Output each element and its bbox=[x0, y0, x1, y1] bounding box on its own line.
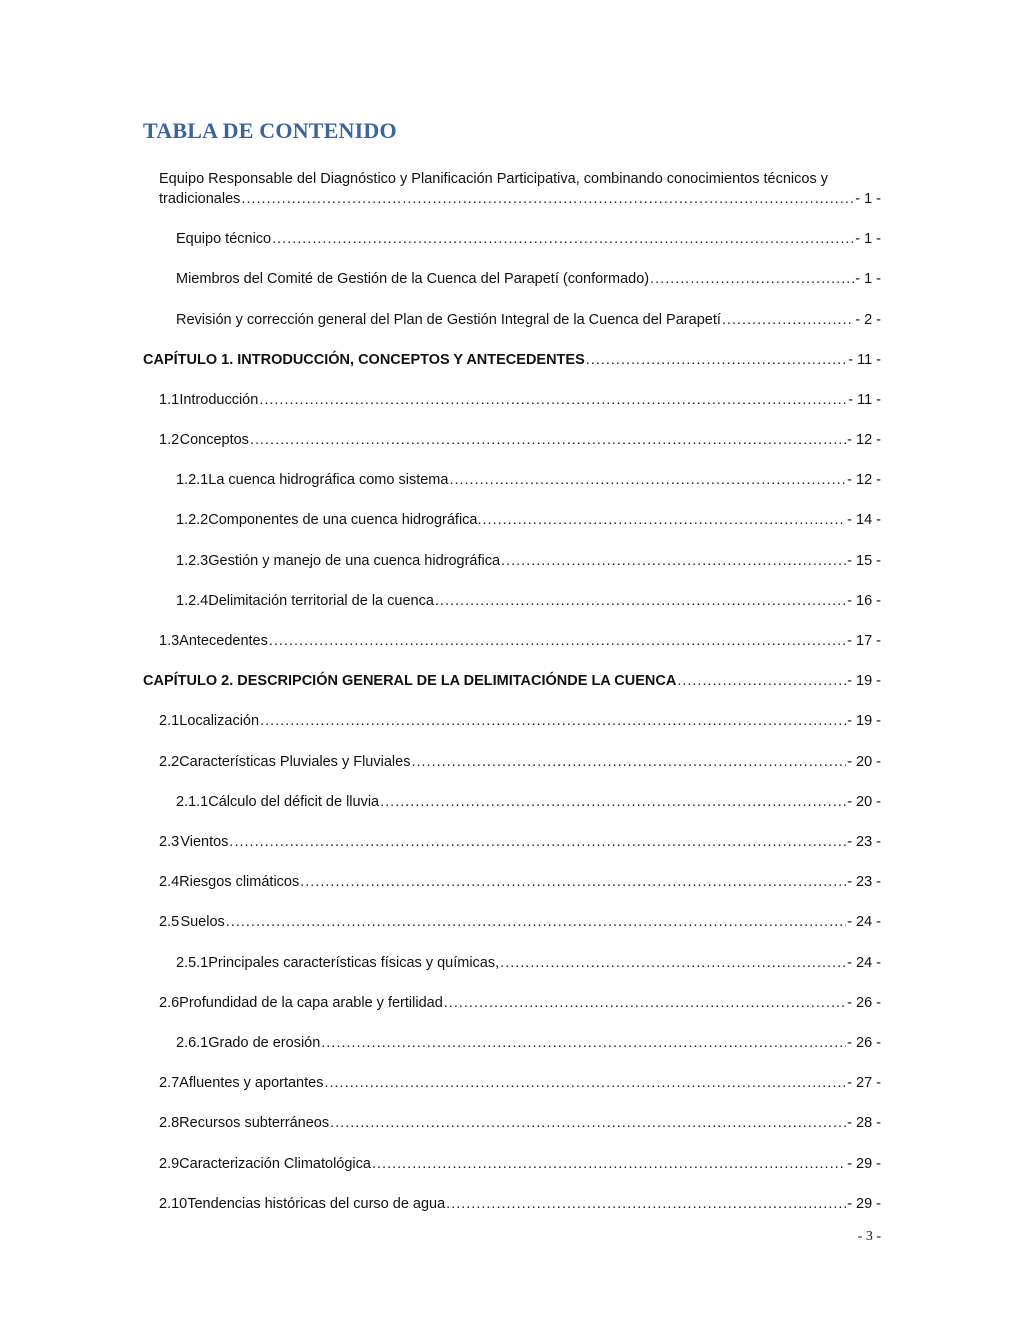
toc-entry[interactable] bbox=[159, 1115, 881, 1135]
toc-entry[interactable] bbox=[159, 754, 881, 774]
toc-entry-number: 2.10 bbox=[159, 1196, 188, 1212]
toc-entry-number: 1.3 bbox=[159, 633, 180, 649]
toc-entry-label: Principales características físicas y químicas, bbox=[208, 955, 500, 971]
toc-entry-page: - 20 - bbox=[847, 794, 881, 810]
toc-entry-number: 2.8 bbox=[159, 1115, 180, 1131]
toc-entry-label: Características Pluviales y Fluviales bbox=[179, 754, 411, 770]
toc-entry-label: La cuenca hidrográfica como sistema bbox=[208, 472, 449, 488]
toc-entry[interactable] bbox=[176, 1035, 881, 1055]
toc-entry-page: - 12 - bbox=[847, 472, 881, 488]
leader-dots bbox=[650, 271, 854, 287]
toc-entry-label: Vientos bbox=[180, 834, 229, 850]
toc-entry-page: - 1 - bbox=[855, 271, 881, 287]
leader-dots bbox=[250, 432, 846, 448]
toc-entry[interactable] bbox=[159, 874, 881, 894]
leader-dots bbox=[321, 1035, 846, 1051]
toc-entry-number: 1.1 bbox=[159, 392, 180, 408]
toc-entry-page: - 19 - bbox=[847, 673, 881, 689]
toc-entry-page: - 1 - bbox=[855, 191, 881, 207]
toc-entry-number: 2.9 bbox=[159, 1156, 180, 1172]
toc-entry-page: - 11 - bbox=[848, 392, 881, 408]
toc-entry[interactable] bbox=[159, 191, 881, 211]
toc-entry[interactable] bbox=[159, 432, 881, 452]
toc-chapter-label: CAPÍTULO 2. DESCRIPCIÓN GENERAL DE LA DELIMITACIÓNDE LA CUENCA bbox=[143, 673, 677, 689]
toc-entry[interactable] bbox=[159, 914, 881, 934]
leader-dots bbox=[241, 191, 854, 207]
toc-entry[interactable] bbox=[176, 794, 881, 814]
leader-dots bbox=[272, 231, 854, 247]
toc-entry[interactable] bbox=[176, 312, 881, 332]
leader-dots bbox=[446, 1196, 846, 1212]
toc-entry[interactable] bbox=[159, 1156, 881, 1176]
toc-chapter-label: CAPÍTULO 1. INTRODUCCIÓN, CONCEPTOS Y ANTECEDENTES bbox=[143, 352, 585, 368]
toc-entry-page: - 19 - bbox=[847, 713, 881, 729]
toc-entry-label: Caracterización Climatológica bbox=[179, 1156, 371, 1172]
toc-entry-number: 2.6.1 bbox=[176, 1035, 209, 1051]
toc-entry-number: 1.2.1 bbox=[176, 472, 209, 488]
leader-dots bbox=[269, 633, 846, 649]
toc-entry-label: Localización bbox=[179, 713, 260, 729]
toc-entry-number: 1.2 bbox=[159, 432, 180, 448]
toc-entry-page: - 24 - bbox=[847, 914, 881, 930]
toc-entry-number: 2.5 bbox=[159, 914, 180, 930]
leader-dots bbox=[411, 754, 846, 770]
toc-entry-number: 2.6 bbox=[159, 995, 180, 1011]
leader-dots bbox=[449, 472, 846, 488]
leader-dots bbox=[324, 1075, 846, 1091]
page-title: TABLA DE CONTENIDO bbox=[143, 118, 397, 143]
toc-entry[interactable] bbox=[176, 231, 881, 251]
toc-entry-label: Afluentes y aportantes bbox=[179, 1075, 324, 1091]
toc-entry-label: Grado de erosión bbox=[208, 1035, 321, 1051]
page-number-footer: - 3 - bbox=[857, 1229, 881, 1244]
toc-entry-page: - 17 - bbox=[847, 633, 881, 649]
toc-entry-page: - 23 - bbox=[847, 874, 881, 890]
toc-entry-label: Conceptos bbox=[179, 432, 249, 448]
toc-entry-page: - 16 - bbox=[847, 593, 881, 609]
toc-entry-label: Recursos subterráneos bbox=[179, 1115, 330, 1131]
toc-entry-page: - 11 - bbox=[848, 352, 881, 368]
leader-dots bbox=[226, 914, 846, 930]
toc-entry-page: - 12 - bbox=[847, 432, 881, 448]
toc-entry-label: tradicionales bbox=[159, 191, 241, 207]
toc-entry-label: Gestión y manejo de una cuenca hidrográfica bbox=[208, 553, 501, 569]
toc-entry-label: Delimitación territorial de la cuenca bbox=[208, 593, 434, 609]
toc-entry[interactable] bbox=[176, 472, 881, 492]
toc-entry-wrap-line: Equipo Responsable del Diagnóstico y Planificación Participativa, combinando conocimientos técnicos y bbox=[159, 171, 828, 187]
toc-entry-page: - 2 - bbox=[855, 312, 881, 328]
toc-entry-page: - 20 - bbox=[847, 754, 881, 770]
toc-entry-number: 2.1.1 bbox=[176, 794, 209, 810]
toc-entry-label: Riesgos climáticos bbox=[179, 874, 300, 890]
toc-entry-label: Revisión y corrección general del Plan de Gestión Integral de la Cuenca del Parapetí bbox=[176, 312, 721, 328]
toc-entry-label: Tendencias históricas del curso de agua bbox=[187, 1196, 446, 1212]
toc-entry-label: Introducción bbox=[179, 392, 259, 408]
leader-dots bbox=[300, 874, 846, 890]
toc-entry-number: 2.7 bbox=[159, 1075, 180, 1091]
toc-entry-number: 2.5.1 bbox=[176, 955, 209, 971]
toc-entry-label: Suelos bbox=[180, 914, 225, 930]
leader-dots bbox=[259, 392, 847, 408]
toc-entry-page: - 26 - bbox=[847, 1035, 881, 1051]
toc-entry-number: 2.3 bbox=[159, 834, 180, 850]
toc-entry-number: 1.2.3 bbox=[176, 553, 209, 569]
leader-dots bbox=[501, 553, 846, 569]
toc-entry-page: - 1 - bbox=[855, 231, 881, 247]
leader-dots bbox=[372, 1156, 846, 1172]
leader-dots bbox=[500, 955, 846, 971]
toc-chapter[interactable] bbox=[143, 673, 881, 693]
toc-entry-label: Componentes de una cuenca hidrográfica. bbox=[208, 512, 482, 528]
toc-entry-number: 1.2.2 bbox=[176, 512, 209, 528]
toc-entry-page: - 29 - bbox=[847, 1196, 881, 1212]
toc-entry[interactable] bbox=[176, 593, 881, 613]
toc-entry-label: Cálculo del déficit de lluvia bbox=[208, 794, 380, 810]
toc-entry-number: 2.2 bbox=[159, 754, 180, 770]
toc-entry-page: - 14 - bbox=[847, 512, 881, 528]
toc-entry-page: - 27 - bbox=[847, 1075, 881, 1091]
toc-chapter[interactable] bbox=[143, 352, 881, 372]
toc-entry[interactable] bbox=[159, 995, 881, 1015]
toc-entry[interactable] bbox=[159, 392, 881, 412]
toc-entry-page: - 28 - bbox=[847, 1115, 881, 1131]
toc-entry-label: Profundidad de la capa arable y fertilidad bbox=[179, 995, 443, 1011]
toc-entry[interactable] bbox=[176, 553, 881, 573]
toc-entry-label: Equipo técnico bbox=[176, 231, 272, 247]
leader-dots bbox=[380, 794, 846, 810]
leader-dots bbox=[677, 673, 846, 689]
toc-entry[interactable] bbox=[159, 834, 881, 854]
toc-entry[interactable] bbox=[159, 1075, 881, 1095]
toc-entry[interactable] bbox=[159, 1196, 881, 1216]
toc-entry-label: Antecedentes bbox=[179, 633, 268, 649]
leader-dots bbox=[722, 312, 854, 328]
toc-entry-page: - 23 - bbox=[847, 834, 881, 850]
toc-entry[interactable] bbox=[176, 512, 881, 532]
toc-entry[interactable] bbox=[176, 271, 881, 291]
toc-entry[interactable] bbox=[176, 955, 881, 975]
toc-entry-label: Miembros del Comité de Gestión de la Cuenca del Parapetí (conformado) bbox=[176, 271, 650, 287]
leader-dots bbox=[330, 1115, 846, 1131]
leader-dots bbox=[435, 593, 846, 609]
toc-entry-page: - 26 - bbox=[847, 995, 881, 1011]
toc-entry-page: - 29 - bbox=[847, 1156, 881, 1172]
leader-dots bbox=[586, 352, 847, 368]
leader-dots bbox=[229, 834, 846, 850]
leader-dots bbox=[260, 713, 846, 729]
toc-entry-number: 2.1 bbox=[159, 713, 180, 729]
toc-entry-number: 1.2.4 bbox=[176, 593, 209, 609]
toc-entry[interactable] bbox=[159, 633, 881, 653]
toc-entry-number: 2.4 bbox=[159, 874, 180, 890]
toc-entry[interactable] bbox=[159, 713, 881, 733]
leader-dots bbox=[483, 512, 847, 528]
toc-entry-page: - 24 - bbox=[847, 955, 881, 971]
leader-dots bbox=[444, 995, 846, 1011]
toc-entry-page: - 15 - bbox=[847, 553, 881, 569]
